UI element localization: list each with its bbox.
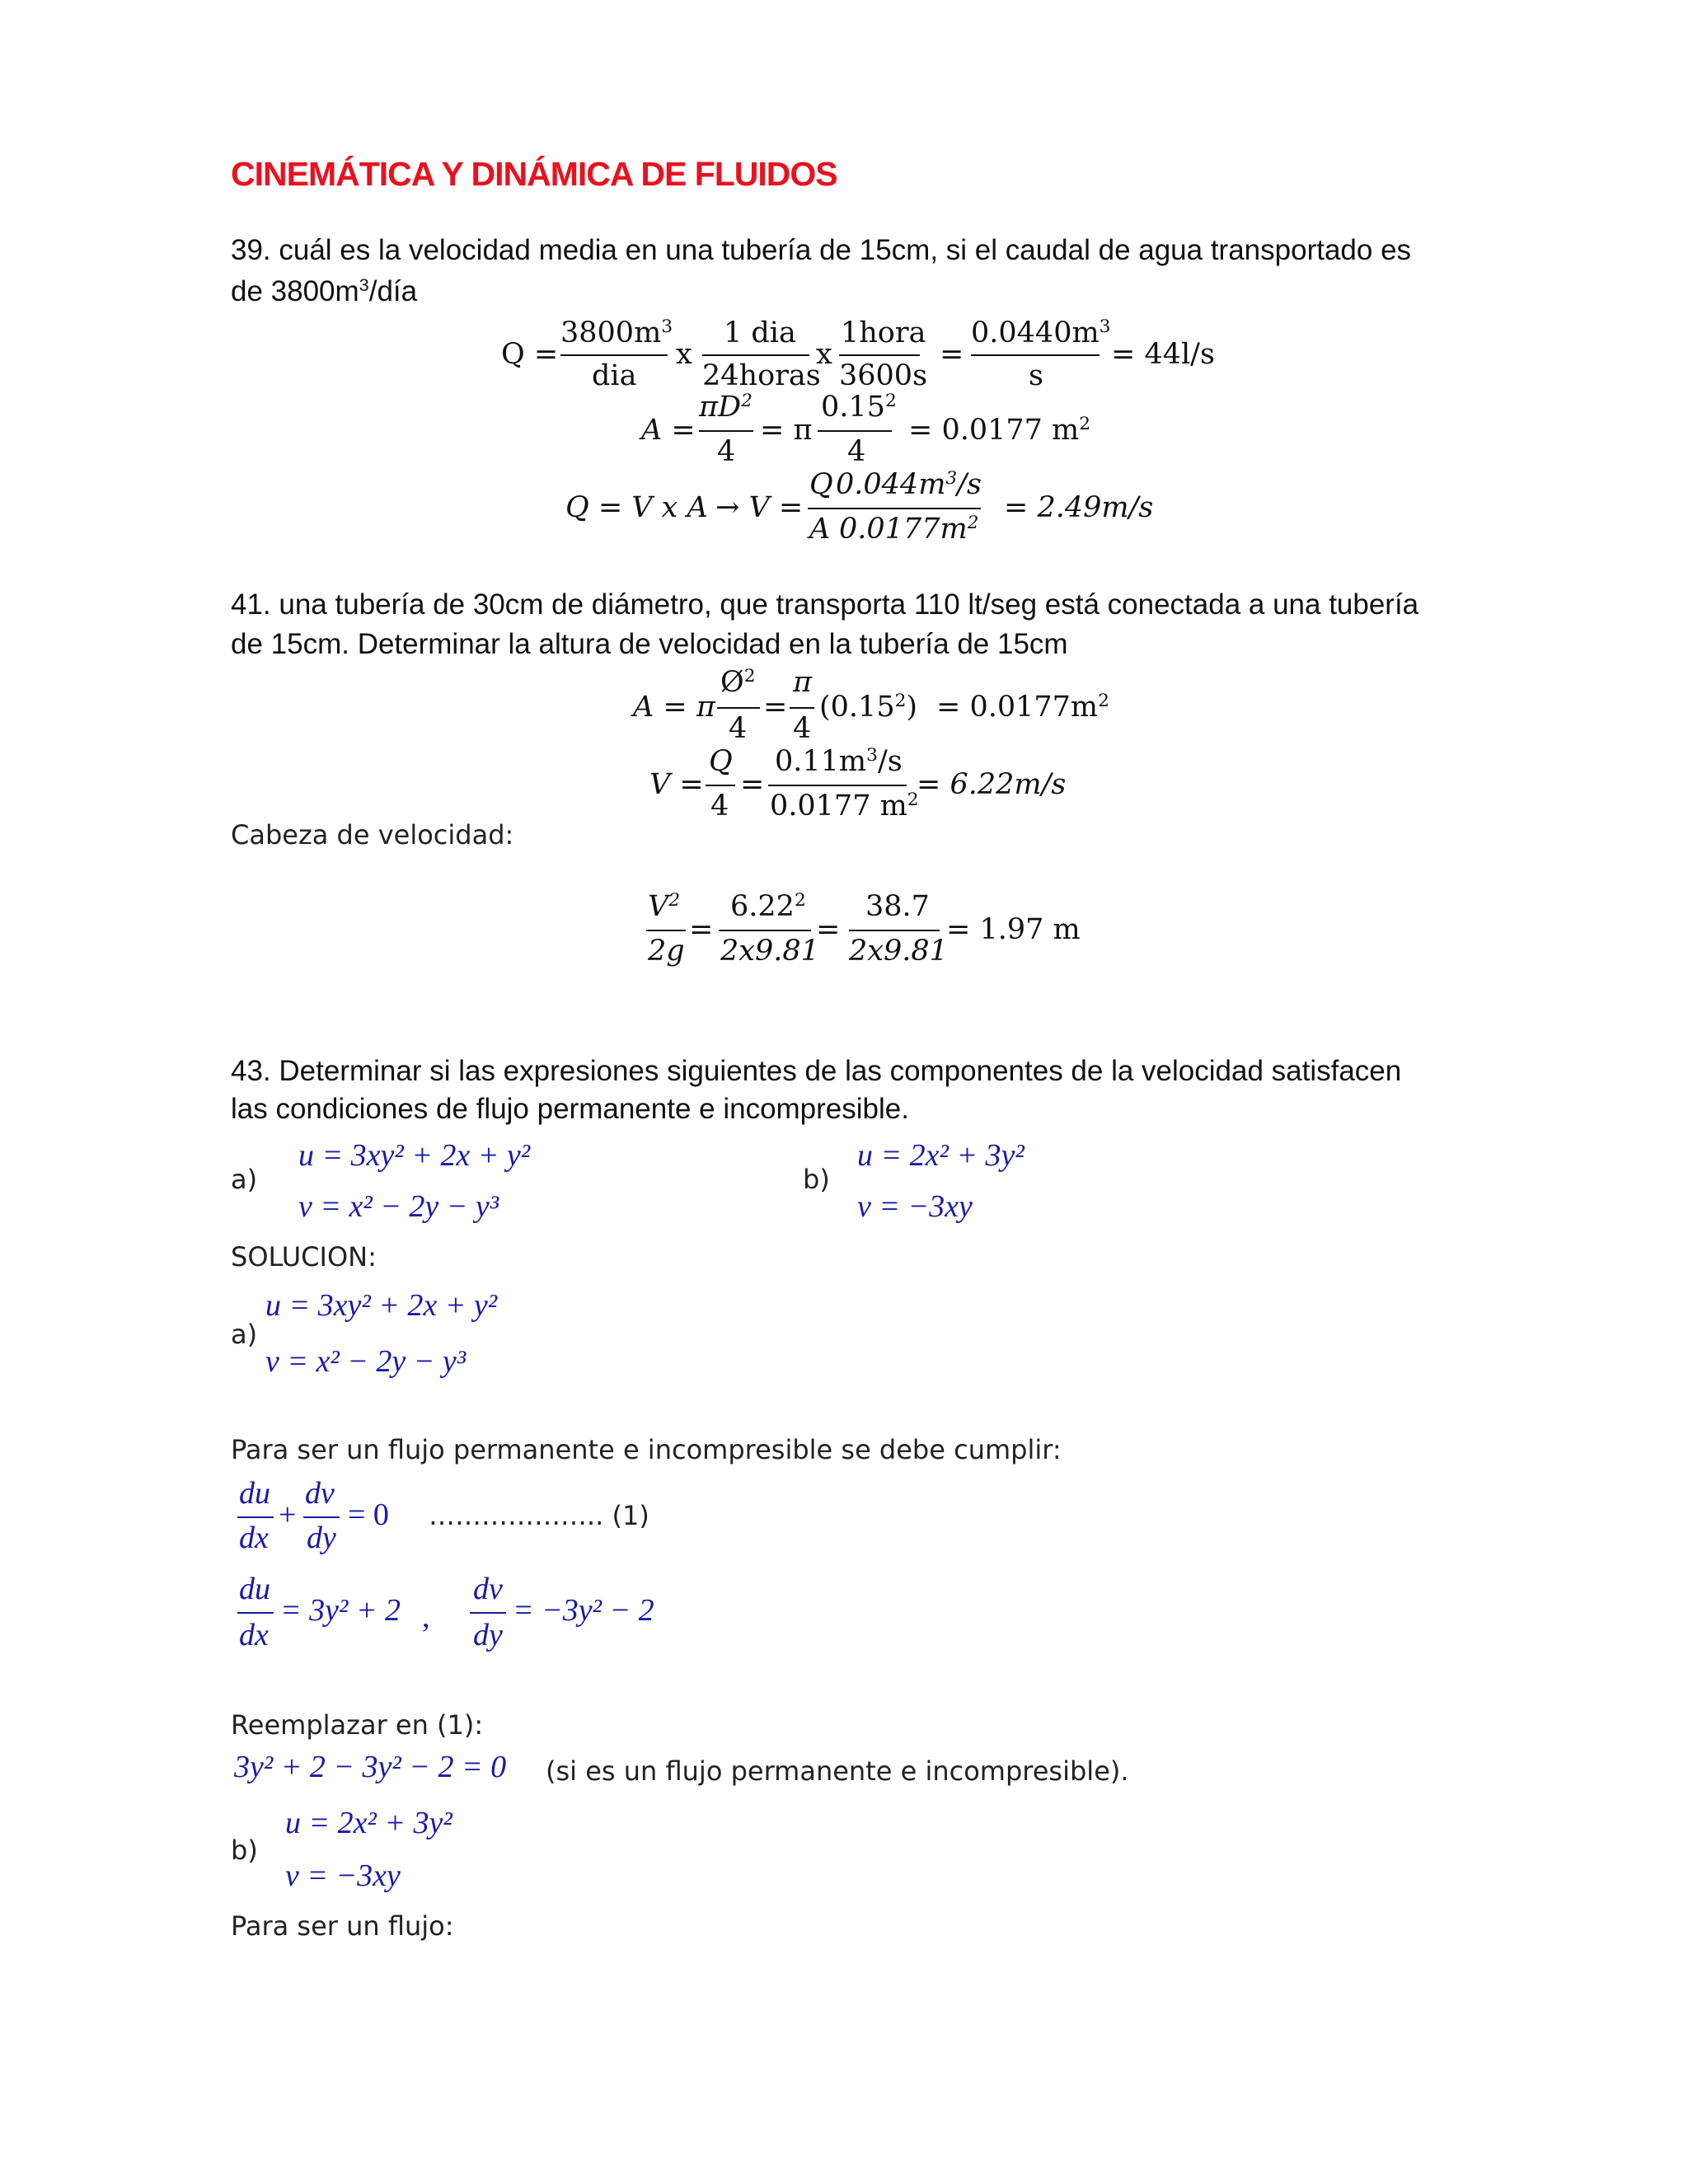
condition-text: Para ser un flujo permanente e incompresible se debe cumplir:	[231, 1434, 1062, 1465]
option-b-v: v = −3xy	[857, 1189, 973, 1224]
velocity-head-label: Cabeza de velocidad:	[231, 819, 514, 851]
conclusion-text: (si es un flujo permanente e incompresible).	[546, 1755, 1129, 1787]
option-a-u: u = 3xy² + 2x + y²	[298, 1138, 531, 1173]
problem-41-statement-line1: 41. una tubería de 30cm de diámetro, que transporta 110 lt/seg está conectada a una tubería	[231, 588, 1419, 621]
problem-39-statement-line1: 39. cuál es la velocidad media en una tubería de 15cm, si el caudal de agua transportado es	[231, 234, 1412, 266]
substitution-equation: 3y² + 2 − 3y² − 2 = 0	[234, 1750, 507, 1784]
solution-b-label: b)	[231, 1835, 258, 1866]
problem-43-statement-line2: las condiciones de flujo permanente e incompresible.	[231, 1093, 909, 1125]
solution-label: SOLUCION:	[231, 1241, 377, 1272]
final-label: Para ser un flujo:	[231, 1910, 454, 1942]
replace-label: Reemplazar en (1):	[231, 1709, 484, 1741]
option-b-label: b)	[803, 1164, 830, 1195]
solution-a-u: u = 3xy² + 2x + y²	[265, 1288, 498, 1323]
solution-b-u: u = 2x² + 3y²	[285, 1806, 452, 1840]
option-b-u: u = 2x² + 3y²	[857, 1138, 1025, 1173]
page-title: CINEMÁTICA Y DINÁMICA DE FLUIDOS	[231, 155, 837, 193]
solution-a-v: v = x² − 2y − y³	[265, 1344, 467, 1379]
problem-39-statement-line2: de $3800m^3$/día	[231, 274, 418, 307]
problem-43-statement-line1: 43. Determinar si las expresiones siguientes de las componentes de la velocidad satisfacen	[231, 1055, 1402, 1087]
problem-41-statement-line2: de 15cm. Determinar la altura de velocidad en la tubería de 15cm	[231, 628, 1068, 660]
solution-b-v: v = −3xy	[285, 1858, 401, 1893]
option-a-v: v = x² − 2y − y³	[298, 1189, 499, 1224]
solution-a-label: a)	[231, 1319, 258, 1350]
option-a-label: a)	[231, 1164, 258, 1195]
